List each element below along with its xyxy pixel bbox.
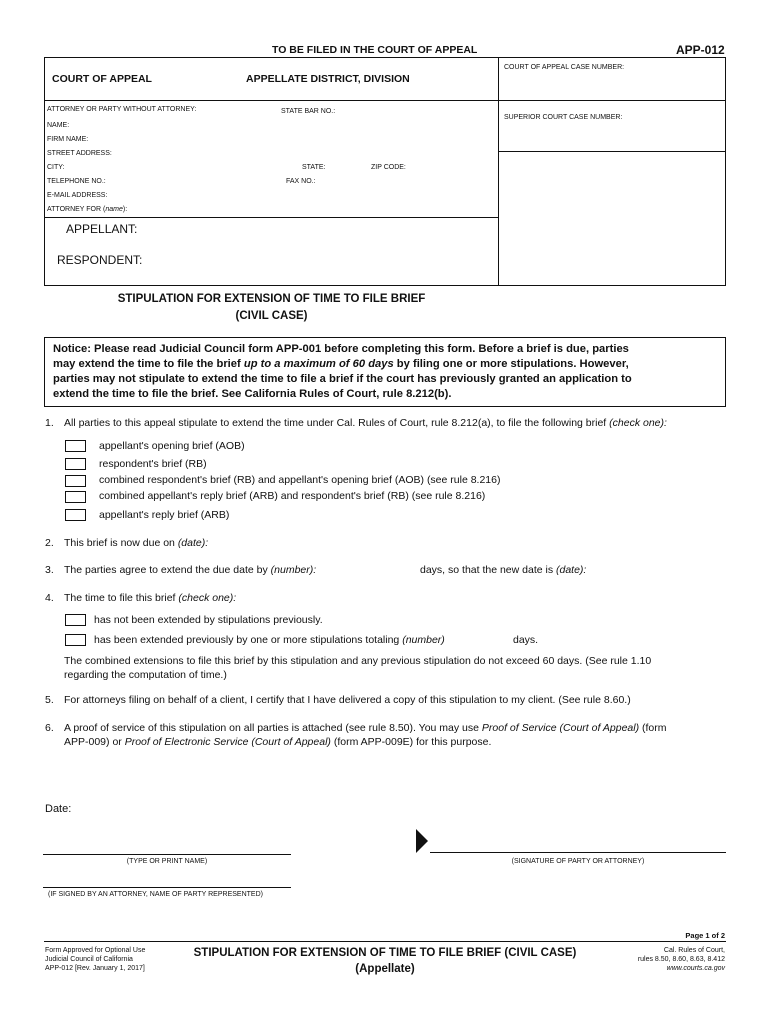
item-6-number: 6. (45, 722, 54, 734)
rb-checkbox[interactable] (65, 458, 86, 470)
footer-website-link[interactable]: www.courts.ca.gov (666, 965, 725, 972)
footer-rules-1: Cal. Rules of Court, (663, 947, 725, 954)
form-subtitle: (CIVIL CASE) (235, 310, 308, 322)
arb-rb-label: combined appellant's reply brief (ARB) and respondent's brief (RB) (see rule 8.216) (99, 490, 486, 502)
item-2-text: This brief is now due on (date): (64, 537, 209, 549)
zip-label: ZIP CODE: (371, 164, 406, 171)
respondent-label: RESPONDENT: (57, 253, 143, 267)
item-6-line-1: A proof of service of this stipulation on all parties is attached (see rule 8.50). You may use Proof of Service (Court of Appeal) (form (64, 722, 667, 734)
party-represented-line[interactable] (43, 887, 291, 888)
extended-label: has been extended previously by one or more stipulations totaling (number) (94, 634, 445, 646)
item-4-note-line-1: The combined extensions to file this brief by this stipulation and any previous stipulation do not exceed 60 days. (See rule 1.10 (64, 655, 652, 667)
arb-label: appellant's reply brief (ARB) (99, 509, 230, 521)
fax-label: FAX NO.: (286, 178, 316, 185)
extended-checkbox[interactable] (65, 634, 86, 646)
rb-label: respondent's brief (RB) (99, 458, 207, 470)
item-5-text: For attorneys filing on behalf of a client, I certify that I have delivered a copy of this stipulation to my client. (See rule 8.60.) (64, 694, 631, 706)
item-3-number: 3. (45, 564, 54, 576)
item-4-text: The time to file this brief (check one): (64, 592, 237, 604)
notice-line-3: parties may not stipulate to extend the time to file a brief if the court has previously granted an application to (53, 373, 632, 385)
name-label: NAME: (47, 122, 70, 129)
notice-line-1: Notice: Please read Judicial Council form APP-001 before completing this form. Before a brief is due, parties (53, 343, 629, 355)
coa-case-number-label: COURT OF APPEAL CASE NUMBER: (504, 64, 625, 71)
notice-line-2: may extend the time to file the brief up to a maximum of 60 days by filing one or more stipulations. However, (53, 358, 629, 370)
city-label: CITY: (47, 164, 65, 171)
footer-form-revision: APP-012 [Rev. January 1, 2017] (45, 965, 145, 972)
item-3-text: The parties agree to extend the due date by (number): (64, 564, 317, 576)
form-id: APP-012 (676, 43, 725, 57)
item-4-note-line-2: regarding the computation of time.) (64, 669, 227, 681)
not-extended-label: has not been extended by stipulations previously. (94, 614, 323, 626)
filed-in-heading: TO BE FILED IN THE COURT OF APPEAL (272, 44, 478, 56)
court-label: COURT OF APPEAL (52, 73, 152, 85)
aob-checkbox[interactable] (65, 440, 86, 452)
footer-rules-2: rules 8.50, 8.60, 8.63, 8.412 (637, 956, 725, 963)
arb-checkbox[interactable] (65, 509, 86, 521)
email-label: E-MAIL ADDRESS: (47, 192, 108, 199)
aob-label: appellant's opening brief (AOB) (99, 440, 245, 452)
item-1-number: 1. (45, 417, 54, 429)
rb-aob-checkbox[interactable] (65, 475, 86, 487)
signature-line[interactable] (430, 852, 726, 853)
state-bar-label: STATE BAR NO.: (281, 108, 336, 115)
appellant-label: APPELLANT: (66, 222, 138, 236)
footer-title: STIPULATION FOR EXTENSION OF TIME TO FILE BRIEF (CIVIL CASE) (193, 947, 577, 959)
form-title: STIPULATION FOR EXTENSION OF TIME TO FILE BRIEF (117, 293, 426, 305)
superior-case-number-label: SUPERIOR COURT CASE NUMBER: (504, 114, 623, 121)
item-4-number: 4. (45, 592, 54, 604)
print-name-caption: (TYPE OR PRINT NAME) (126, 858, 208, 865)
item-3-new-date-text: days, so that the new date is (date): (420, 564, 587, 576)
date-label: Date: (45, 803, 72, 815)
footer-approval-1: Form Approved for Optional Use (45, 947, 146, 954)
rb-aob-label: combined respondent's brief (RB) and appellant's opening brief (AOB) (see rule 8.216) (99, 474, 501, 486)
party-represented-caption: (IF SIGNED BY AN ATTORNEY, NAME OF PARTY REPRESENTED) (48, 891, 263, 898)
item-6-line-2: APP-009) or Proof of Electronic Service (Court of Appeal) (form APP-009E) for this purpose. (64, 736, 492, 748)
not-extended-checkbox[interactable] (65, 614, 86, 626)
signature-arrow-icon (416, 829, 430, 853)
item-5-number: 5. (45, 694, 54, 706)
notice-line-4: extend the time to file the brief. See California Rules of Court, rule 8.212(b). (53, 388, 452, 400)
state-label: STATE: (302, 164, 326, 171)
signature-caption: (SIGNATURE OF PARTY OR ATTORNEY) (511, 858, 645, 865)
district-label: APPELLATE DISTRICT, DIVISION (246, 73, 410, 85)
item-2-number: 2. (45, 537, 54, 549)
footer-subtitle: (Appellate) (355, 963, 415, 975)
page-number: Page 1 of 2 (685, 931, 725, 940)
footer-approval-2: Judicial Council of California (45, 956, 133, 963)
item-1-text: All parties to this appeal stipulate to extend the time under Cal. Rules of Court, rule 8.212(a), to file the following brief (check one): (64, 417, 667, 429)
attorney-for-label: ATTORNEY FOR (name): (47, 206, 128, 213)
extended-days-label: days. (513, 634, 539, 646)
attorney-label: ATTORNEY OR PARTY WITHOUT ATTORNEY: (47, 106, 197, 113)
telephone-label: TELEPHONE NO.: (47, 178, 106, 185)
print-name-line[interactable] (43, 854, 291, 855)
street-address-label: STREET ADDRESS: (47, 150, 112, 157)
arb-rb-checkbox[interactable] (65, 491, 86, 503)
firm-name-label: FIRM NAME: (47, 136, 89, 143)
